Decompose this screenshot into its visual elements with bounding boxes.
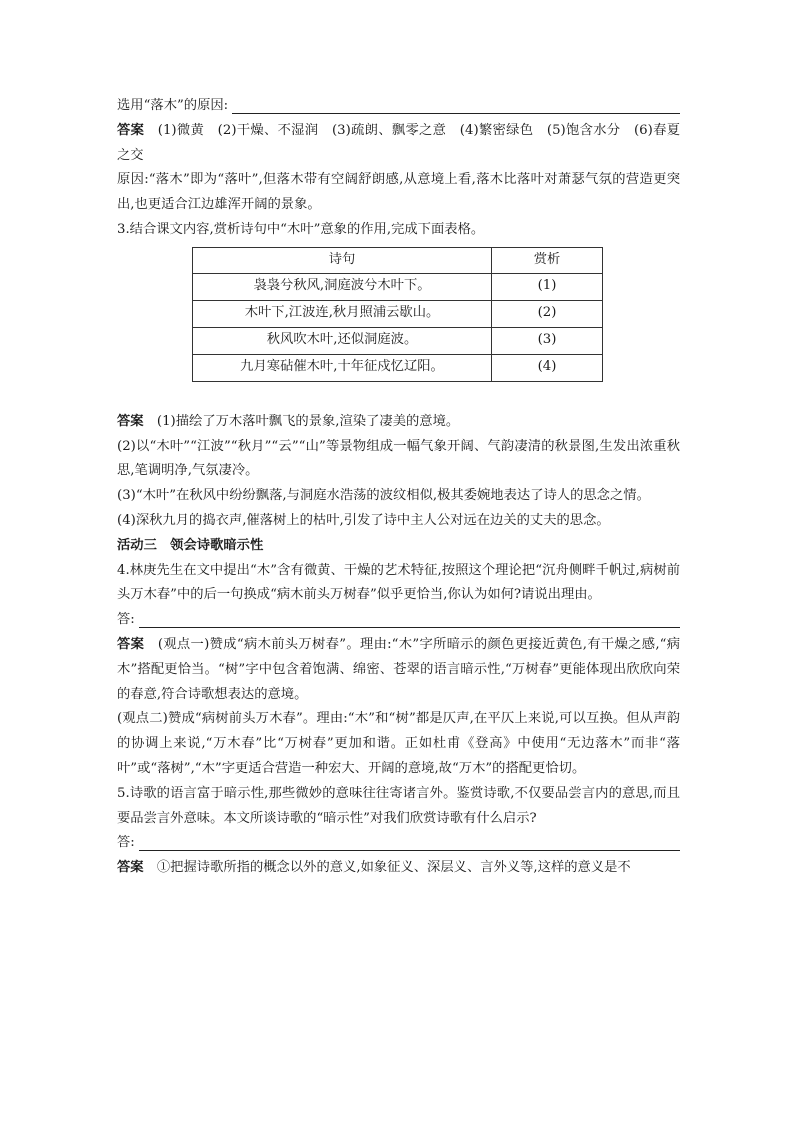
answer-5-text: ①把握诗歌所指的概念以外的意义,如象征义、深层义、言外义等,这样的意义是不 [156, 860, 631, 876]
answer-4-p1 [117, 633, 680, 707]
reason-question [117, 94, 680, 119]
answer-3-p1 [117, 410, 680, 435]
answer-1 [117, 119, 680, 169]
answer-3-p4: (4)深秋九月的捣衣声,催落树上的枯叶,引发了诗中主人公对远在边关的丈夫的思念。 [117, 512, 610, 528]
answer-4-p1-text: (观点一)赞成“病木前头万树春”。理由:“木”字所暗示的颜色更接近黄色,有干燥之感,“病木”搭配更恰当。“树”字中包含着饱满、绵密、苍翠的语言暗示性,“万树春”更能体现出欣欣向荣的春意,符合诗歌想表达的意境。 [117, 636, 681, 702]
answer-blank-line[interactable] [232, 96, 680, 114]
question-4: 4.林庚先生在文中提出“木”含有微黄、干燥的艺术特征,按照这个理论把“沉舟侧畔千帆过,病树前头万木春”中的后一句换成“病木前头万树春”似乎更恰当,你认为如何?请说出理由。 [117, 562, 680, 603]
answer-blank-line[interactable] [139, 610, 680, 628]
answer-blank-line[interactable] [139, 833, 680, 851]
answer-label: 答: [117, 835, 135, 851]
answer-1-text: (1)微黄 (2)干燥、不湿润 (3)疏朗、飘零之意 (4)繁密绿色 (5)饱含水分 (6)春夏之交 [117, 122, 681, 163]
question-5: 5.诗歌的语言富于暗示性,那些微妙的意味往往寄诸言外。鉴赏诗歌,不仅要品尝言内的意思,而且要品尝言外意味。本文所谈诗歌的“暗示性”对我们欣赏诗歌有什么启示? [117, 785, 680, 826]
question-5-answer-row [117, 831, 680, 856]
table-row [193, 300, 603, 327]
table-row [193, 354, 603, 381]
table-cell-analysis: (4) [492, 354, 603, 381]
poem-table [192, 247, 603, 382]
document-page [117, 94, 680, 881]
answer-3-p2: (2)以“木叶”“江波”“秋月”“云”“山”等景物组成一幅气象开阔、气韵凄清的秋景图,生发出浓重秋思,笔调明净,气氛凄冷。 [117, 438, 680, 479]
answer-3-p3: (3)“木叶”在秋风中纷纷飘落,与洞庭水浩荡的波纹相似,极其委婉地表达了诗人的思念之情。 [117, 488, 650, 504]
table-cell-verse: 九月寒砧催木叶,十年征戍忆辽阳。 [193, 354, 492, 381]
table-cell-verse: 秋风吹木叶,还似洞庭波。 [193, 327, 492, 354]
answer-5 [117, 856, 680, 881]
reason-question-label: 选用“落木”的原因: [117, 98, 229, 113]
answer-4-p2: (观点二)赞成“病树前头万木春”。理由:“木”和“树”都是仄声,在平仄上来说,可以互换。但从声韵的协调上来说,“万木春”比“万树春”更加和谐。正如杜甫《登高》中使用“无边落木”而非“落叶”或“落树”,“木”字更适合营造一种宏大、开阔的意境,故“万木”的搭配更恰切。 [117, 711, 680, 776]
answer-tag: 答案 [117, 413, 144, 429]
table-header-cell: 诗句 [193, 247, 492, 273]
table-header-row [193, 247, 603, 273]
reason-paragraph: 原因:“落木”即为“落叶”,但落木带有空阔舒朗感,从意境上看,落木比落叶对萧瑟气氛的营造更突出,也更适合江边雄浑开阔的景象。 [117, 172, 680, 213]
table-row [193, 273, 603, 300]
question-3: 3.结合课文内容,赏析诗句中“木叶”意象的作用,完成下面表格。 [117, 221, 485, 237]
table-header-cell: 赏析 [492, 247, 603, 273]
answer-tag: 答案 [117, 860, 144, 876]
table-cell-verse: 木叶下,江波连,秋月照浦云歇山。 [193, 300, 492, 327]
answer-tag: 答案 [117, 122, 145, 138]
table-cell-analysis: (3) [492, 327, 603, 354]
table-cell-analysis: (1) [492, 273, 603, 300]
table-cell-verse: 袅袅兮秋风,洞庭波兮木叶下。 [193, 273, 492, 300]
table-row [193, 327, 603, 354]
answer-3-p1-text: (1)描绘了万木落叶飘飞的景象,渲染了凄美的意境。 [156, 413, 460, 429]
activity-3-heading: 活动三 领会诗歌暗示性 [117, 537, 264, 553]
table-cell-analysis: (2) [492, 300, 603, 327]
answer-label: 答: [117, 612, 135, 628]
answer-tag: 答案 [117, 636, 145, 652]
question-4-answer-row [117, 608, 680, 633]
